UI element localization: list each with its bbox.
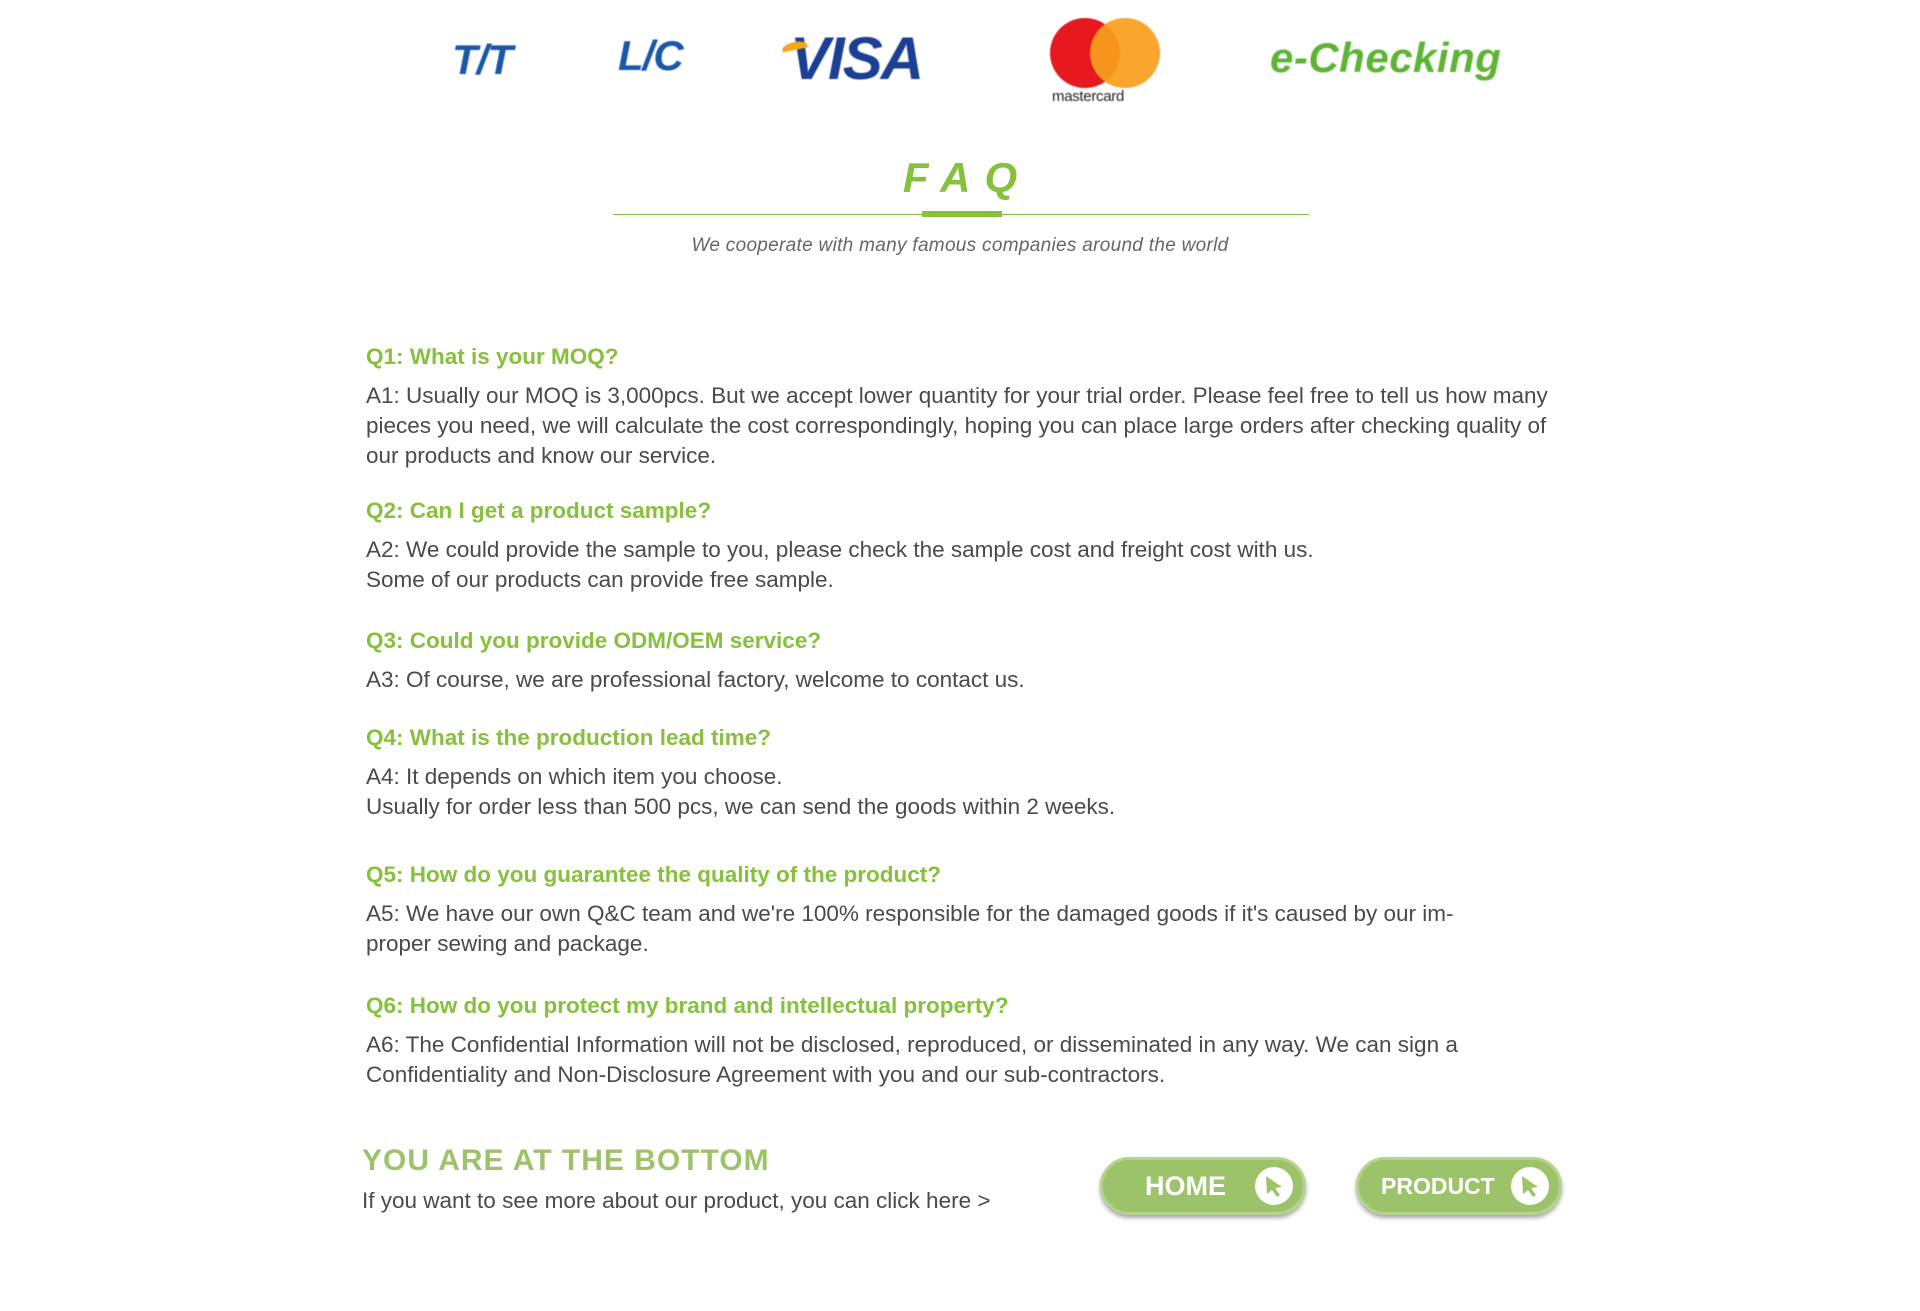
faq-question: Q4: What is the production lead time? bbox=[366, 725, 772, 750]
cursor-icon bbox=[1511, 1167, 1549, 1205]
faq-answer: A2: We could provide the sample to you, please check the sample cost and freight cost with us. Some of our products can provide free sample. bbox=[366, 537, 1314, 592]
echecking-logo: e-Checking bbox=[1270, 34, 1502, 81]
faq-title: FAQ bbox=[902, 154, 1032, 201]
faq-answer: A6: The Confidential Information will not be disclosed, reproduced, or disseminated in any way. We can sign a Confidentiality and Non-Disclosure Agreement with you and our sub-contractors. bbox=[366, 1032, 1458, 1087]
faq-answer: A5: We have our own Q&C team and we're 100% responsible for the damaged goods if it's caused by our im- proper sewing and package. bbox=[366, 901, 1454, 956]
faq-item-6 bbox=[366, 992, 1566, 1090]
mastercard-orange-circle-icon bbox=[1090, 18, 1160, 88]
bottom-title: YOU ARE AT THE BOTTOM bbox=[362, 1144, 770, 1177]
home-button[interactable] bbox=[1100, 1157, 1306, 1215]
lc-logo: L/C bbox=[618, 32, 683, 79]
faq-item-4 bbox=[366, 724, 1566, 822]
mastercard-wordmark: mastercard bbox=[1052, 88, 1125, 105]
faq-answer: A3: Of course, we are professional factory, welcome to contact us. bbox=[366, 667, 1025, 692]
faq-answer: A4: It depends on which item you choose. Usually for order less than 500 pcs, we can send the goods within 2 weeks. bbox=[366, 764, 1116, 819]
payment-methods bbox=[440, 14, 1540, 114]
home-button-label: HOME bbox=[1145, 1170, 1226, 1201]
faq-divider-accent bbox=[922, 211, 1002, 217]
faq-subtitle: We cooperate with many famous companies around the world bbox=[691, 235, 1229, 256]
product-button-label: PRODUCT bbox=[1381, 1172, 1495, 1199]
visa-logo-text: VISA bbox=[790, 25, 923, 92]
product-button[interactable] bbox=[1356, 1157, 1562, 1215]
visa-logo bbox=[790, 24, 922, 93]
faq-question: Q6: How do you protect my brand and intellectual property? bbox=[366, 993, 1009, 1018]
faq-question: Q3: Could you provide ODM/OEM service? bbox=[366, 628, 822, 653]
faq-question: Q2: Can I get a product sample? bbox=[366, 498, 712, 523]
bottom-hint-text: If you want to see more about our product, you can click here > bbox=[362, 1188, 991, 1213]
faq-item-2 bbox=[366, 497, 1566, 595]
tt-logo: T/T bbox=[452, 36, 512, 83]
faq-item-5 bbox=[366, 861, 1566, 959]
cursor-icon bbox=[1255, 1167, 1293, 1205]
faq-question: Q1: What is your MOQ? bbox=[366, 344, 619, 369]
faq-question: Q5: How do you guarantee the quality of the product? bbox=[366, 862, 942, 887]
faq-answer: A1: Usually our MOQ is 3,000pcs. But we accept lower quantity for your trial order. Please feel free to tell us how many pieces you need, we will calculate the cost correspondingly, hoping you can place large orders after checking quality of our products and know our service. bbox=[366, 383, 1548, 468]
faq-item-3 bbox=[366, 627, 1566, 695]
faq-item-1 bbox=[366, 343, 1566, 471]
mastercard-logo bbox=[1048, 18, 1158, 108]
